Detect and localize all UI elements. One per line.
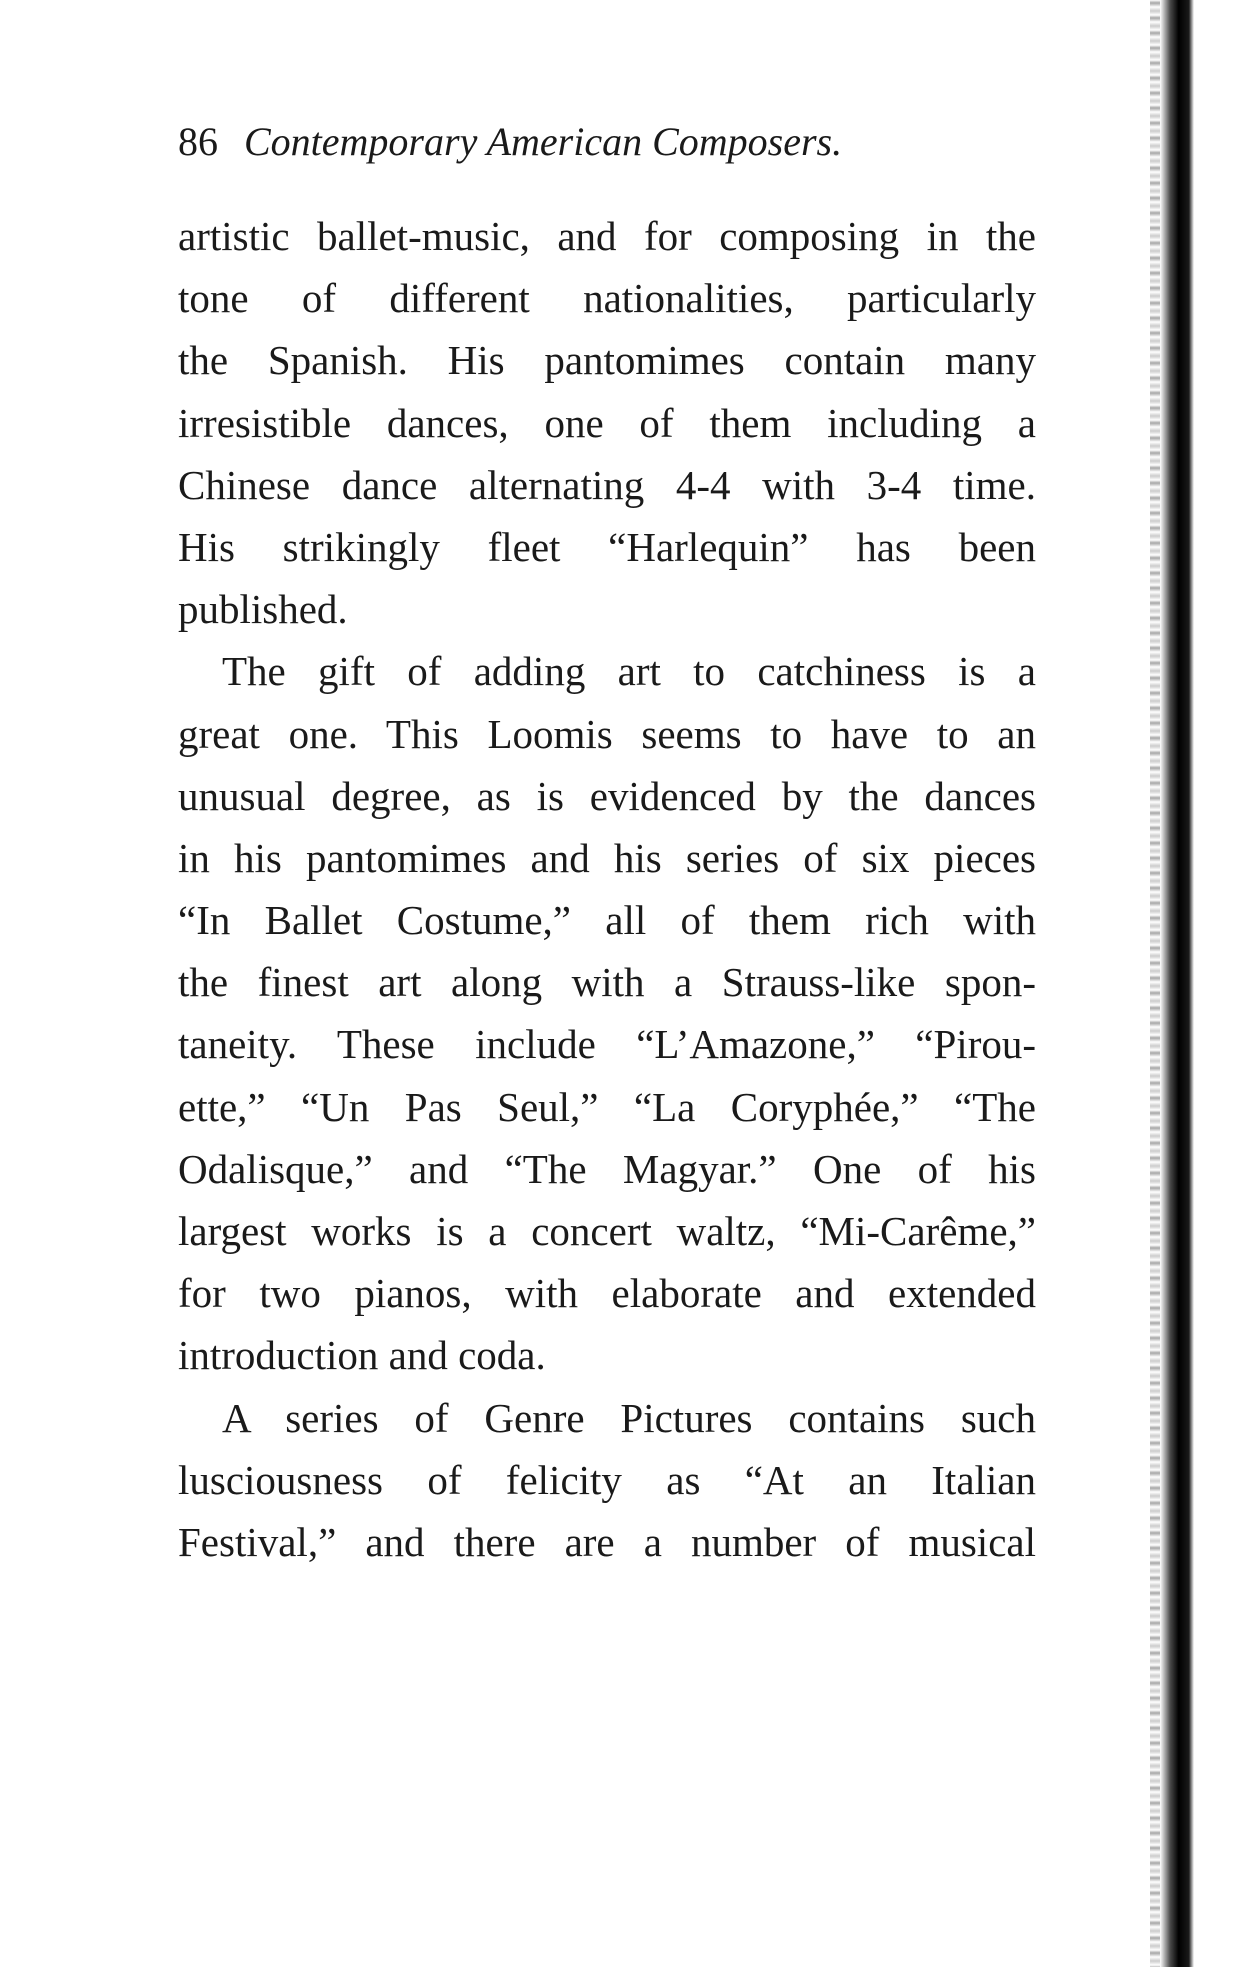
text-line: taneity. These include “L’Amazone,” “Pirou- <box>178 1021 1036 1068</box>
page-number: 86 <box>178 119 218 164</box>
running-header <box>178 118 842 166</box>
text-line: Odalisque,” and “The Magyar.” One of his <box>178 1145 1036 1192</box>
text-line: His strikingly fleet “Harlequin” has been <box>178 523 1036 570</box>
text-line: “In Ballet Costume,” all of them rich with <box>178 897 1036 944</box>
paragraph-3 <box>178 1387 1036 1574</box>
text-line: The gift of adding art to catchiness is a <box>222 648 1036 695</box>
running-title: Contemporary American Composers. <box>244 119 843 164</box>
text-line: A series of Genre Pictures contains such <box>222 1394 1036 1441</box>
text-line: published. <box>178 586 348 633</box>
text-line: lusciousness of felicity as “At an Italian <box>178 1456 1036 1503</box>
text-line: irresistible dances, one of them including a <box>178 399 1036 446</box>
text-line: the Spanish. His pantomimes contain many <box>178 337 1036 384</box>
scanned-page-edge <box>1160 0 1194 1967</box>
text-line: introduction and coda. <box>178 1332 546 1379</box>
text-line: largest works is a concert waltz, “Mi-Carême,” <box>178 1208 1036 1254</box>
text-line: unusual degree, as is evidenced by the dances <box>178 772 1036 819</box>
paragraph-1 <box>178 205 1036 640</box>
text-line: artistic ballet-music, and for composing in the <box>178 213 1036 259</box>
text-line: great one. This Loomis seems to have to an <box>178 710 1036 757</box>
text-line: in his pantomimes and his series of six pieces <box>178 834 1036 881</box>
text-line: Chinese dance alternating 4-4 with 3-4 time. <box>178 461 1036 508</box>
paragraph-2 <box>178 640 1036 1386</box>
body-text <box>178 205 1036 1573</box>
text-line: tone of different nationalities, particularly <box>178 275 1036 322</box>
text-line: for two pianos, with elaborate and extended <box>178 1270 1036 1317</box>
text-line: ette,” “Un Pas Seul,” “La Coryphée,” “The <box>178 1083 1036 1130</box>
text-line: the finest art along with a Strauss-like spon- <box>178 959 1036 1006</box>
text-line: Festival,” and there are a number of musical <box>178 1518 1036 1565</box>
